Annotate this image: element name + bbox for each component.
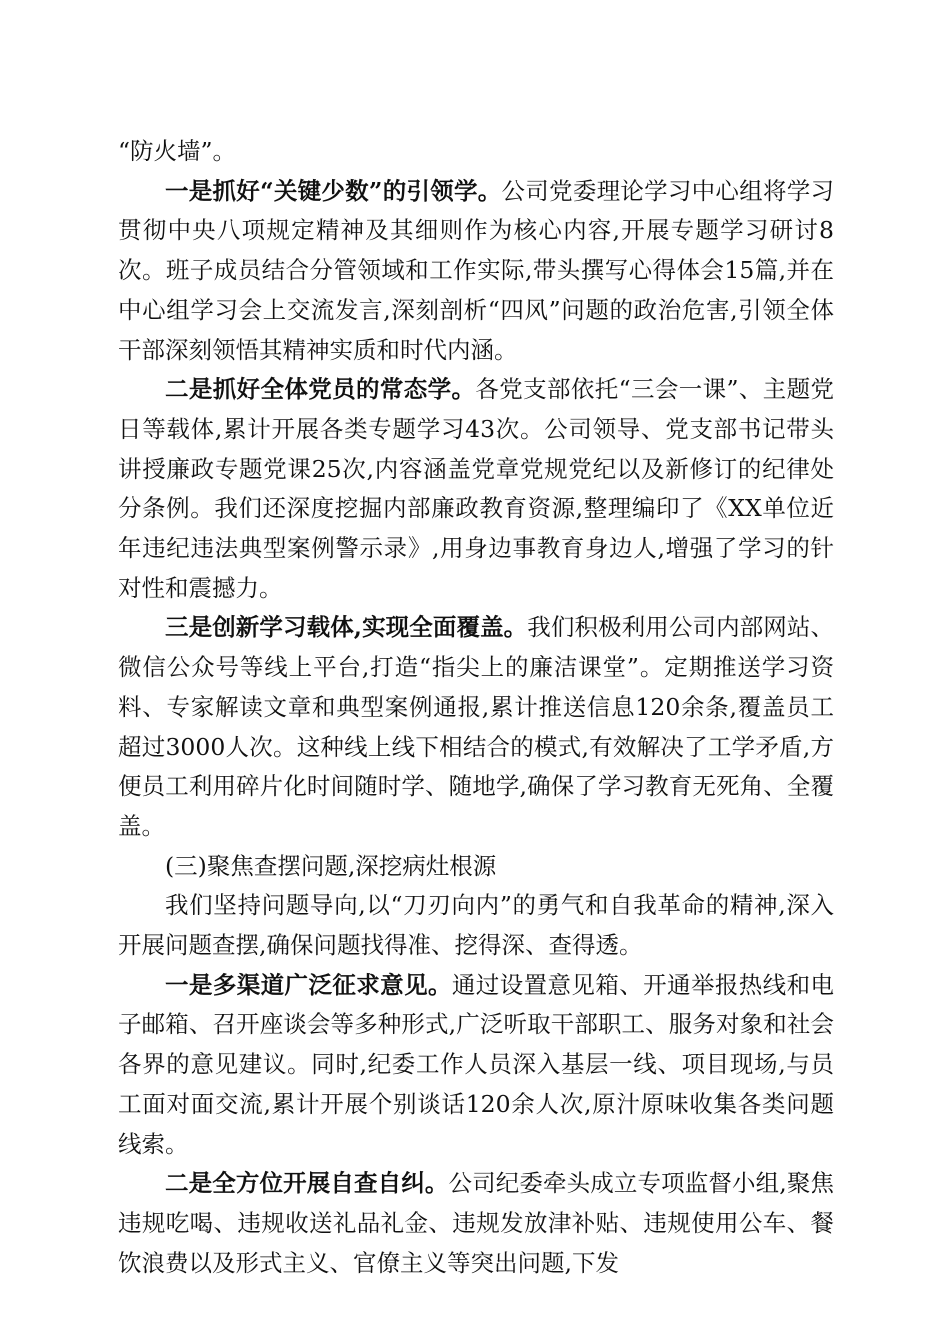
- paragraph-text: 公司纪委牵头成立专项监督小组,聚焦违规吃喝、违规收送礼品礼金、违规发放津补贴、违规使用公车、餐饮浪费以及形式主义、官僚主义等突出问题,下发: [118, 1169, 834, 1277]
- paragraph-multi-channel-opinions: [118, 966, 834, 1165]
- section-heading: [118, 847, 834, 887]
- paragraph-text: 我们积极利用公司内部网站、微信公众号等线上平台,打造“指尖上的廉洁课堂”。定期推送学习资料、专家解读文章和典型案例通报,累计推送信息120余条,覆盖员工超过3000人次。这种线上线下相结合的模式,有效解决了工学矛盾,方便员工利用碎片化时间随时学、随地学,确保了学习教育无死角、全覆盖。: [118, 613, 835, 840]
- document-page: [118, 132, 834, 1283]
- paragraph-key-minority-study: [118, 172, 834, 371]
- paragraph-text: 公司党委理论学习中心组将学习贯彻中央八项规定精神及其细则作为核心内容,开展专题学习研讨8次。班子成员结合分管领域和工作实际,带头撰写心得体会15篇,并在中心组学习会上交流发言,深刻剖析“四风”问题的政治危害,引领全体干部深刻领悟其精神实质和时代内涵。: [118, 176, 834, 364]
- paragraph-text: 各党支部依托“三会一课”、主题党日等载体,累计开展各类专题学习43次。公司领导、党支部书记带头讲授廉政专题党课25次,内容涵盖党章党规党纪以及新修订的纪律处分条例。我们还深度挖掘内部廉政教育资源,整理编印了《XX单位近年违纪违法典型案例警示录》,用身边事教育身边人,增强了学习的针对性和震撼力。: [118, 375, 835, 602]
- section-heading-text: (三)聚焦查摆问题,深挖病灶根源: [165, 851, 497, 880]
- paragraph-lead: 一是抓好“关键少数”的引领学。: [165, 176, 502, 205]
- paragraph-lead: 二是抓好全体党员的常态学。: [165, 375, 476, 404]
- paragraph-text: 通过设置意见箱、开通举报热线和电子邮箱、召开座谈会等多种形式,广泛听取干部职工、服务对象和社会各界的意见建议。同时,纪委工作人员深入基层一线、项目现场,与员工面对面交流,累计开展个别谈话120余人次,原汁原味收集各类问题线索。: [118, 970, 835, 1158]
- paragraph-all-members-study: [118, 370, 834, 608]
- paragraph-lead: 二是全方位开展自查自纠。: [165, 1169, 449, 1198]
- paragraph-continuation: [118, 132, 834, 172]
- paragraph-innovative-carriers: [118, 608, 834, 846]
- paragraph-self-inspection: [118, 1164, 834, 1283]
- paragraph-lead: 三是创新学习载体,实现全面覆盖。: [165, 613, 528, 642]
- paragraph-text: “防火墙”。: [118, 137, 237, 165]
- paragraph-lead: 一是多渠道广泛征求意见。: [165, 970, 452, 999]
- paragraph-text: 我们坚持问题导向,以“刀刃向内”的勇气和自我革命的精神,深入开展问题查摆,确保问题找得准、挖得深、查得透。: [118, 891, 834, 960]
- paragraph-problem-orientation: [118, 886, 834, 965]
